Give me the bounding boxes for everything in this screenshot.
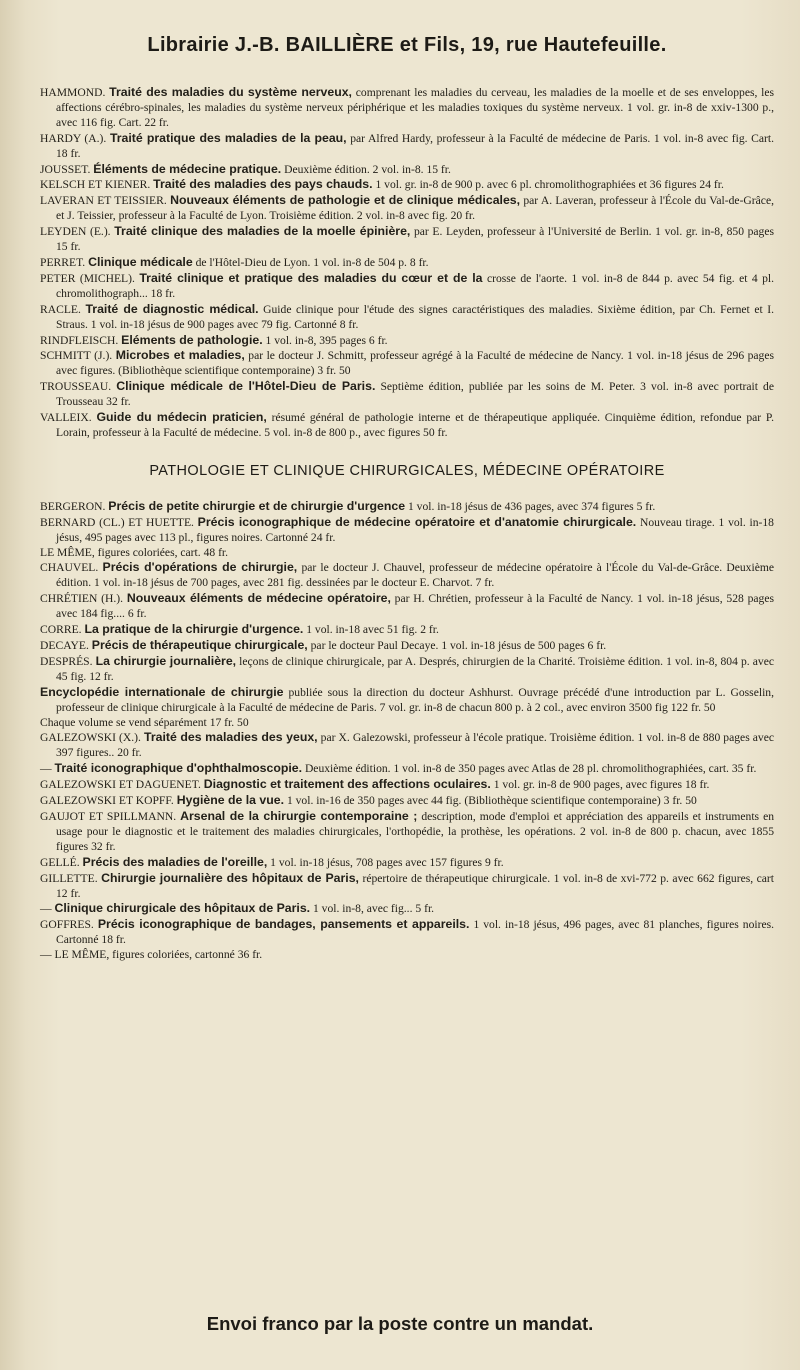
entry-description: 1 vol. in-18 jésus, 708 pages avec 157 figures: [270, 855, 483, 869]
entry-title: Précis iconographique de médecine opératoire et d'anatomie chirurgicale.: [197, 514, 637, 529]
shipping-footer: Envoi franco par la poste contre un mandat.: [206, 1313, 594, 1334]
entries-section-1: [40, 85, 774, 441]
entry-price: 3 fr. 50: [663, 794, 697, 808]
catalog-entry: [40, 85, 774, 131]
publisher-header: Librairie J.-B. BAILLIÈRE et Fils, 19, rue Hautefeuille.: [147, 34, 667, 56]
entry-title: Eléments de pathologie.: [121, 332, 263, 347]
entry-price: 2 fr.: [420, 623, 439, 637]
entry-description: crosse de l'aorte. 1 vol. in-8 de 844 p. avec 54 fig. et 4 pl. chromolithograph...: [56, 271, 774, 300]
entry-price: 12 fr.: [89, 669, 114, 683]
catalog-entry: [40, 302, 774, 333]
entry-price: 3 fr. 50: [317, 364, 351, 378]
entry-title: Traité clinique et pratique des maladies du cœur et de la: [139, 270, 483, 285]
entry-title: Traité iconographique d'ophthalmoscopie.: [54, 761, 303, 776]
entry-price: 15 fr.: [56, 240, 81, 254]
catalog-entry: [40, 410, 774, 441]
entry-title: Hygiène de la vue.: [176, 793, 285, 808]
entry-author: GALEZOWSKI ET KOPFF.: [40, 794, 174, 808]
entry-title: Traité pratique des maladies de la peau,: [109, 130, 347, 145]
entry-author: PETER (MICHEL).: [40, 271, 135, 285]
entry-author: VALLEIX.: [40, 411, 92, 425]
entry-author: GOFFRES.: [40, 918, 94, 932]
entry-author: BERNARD (CL.) ET HUETTE.: [40, 515, 194, 529]
entry-price: 6 fr.: [587, 639, 607, 652]
entry-author: LE MÊME,: [40, 545, 95, 559]
entry-description: par le docteur J. Chauvel, professeur de médecine opératoire à l'École du Val-de-Grâce. Deuxième édition. 1 vol. in-18 jésus de 700 pages, avec 281 fig. dessinées par le docteur E. Charvot.: [56, 561, 775, 590]
entry-title: Précis iconographique de bandages, pansements et appareils.: [97, 917, 470, 932]
entry-description: comprenant les maladies du cerveau, les maladies de la moelle et de ses enveloppes, les affections cérébro-spinales, les maladies du système nerveux périphérique et les maladies toxiques du système nerveux. 1 vol. gr. in-8 de xxiv-1300 p., avec 116 fig. Cart.: [56, 86, 775, 129]
entry-price: 8 fr.: [409, 255, 429, 269]
entry-price: 18 fr.: [684, 778, 710, 792]
entry-title: Précis d'opérations de chirurgie,: [102, 560, 298, 575]
entry-description: par Alfred Hardy, professeur à la Faculté de médecine de Paris. 1 vol. in-8 avec fig. Cart.: [350, 131, 774, 145]
entry-description: répertoire de thérapeutique chirurgicale. 1 vol. in-8 de xvi-772 p. avec 662 figures, cart: [362, 871, 774, 885]
entry-author: LAVERAN ET TEISSIER.: [40, 194, 167, 208]
catalog-entry: [40, 348, 774, 379]
entry-description: par A. Laveran, professeur à l'École du Val-de-Grâce, et J. Teissier, professeur à la Faculté de Lyon. Troisième édition. 2 vol. in-8 avec fig.: [56, 194, 774, 223]
entry-description: par le docteur J. Schmitt, professeur agrégé à la Faculté de médecine de Nancy. 1 vol. in-18 jésus de 296 pages avec figures. (Bibliothèque scientifique contemporaine): [56, 349, 775, 378]
catalog-entry: [40, 515, 774, 546]
entry-title: Traité des maladies des yeux,: [144, 730, 318, 745]
entry-price: 24 fr.: [310, 530, 336, 544]
entry-price: 122 fr. 50: [670, 700, 716, 714]
entry-price: 6 fr.: [127, 607, 147, 621]
entry-description: de l'Hôtel-Dieu de Lyon. 1 vol. in-8 de 504 p.: [195, 255, 407, 269]
entry-description: 1 vol. in-16 de 350 pages avec 44 fig. (Bibliothèque scientifique contemporaine): [286, 794, 661, 808]
entry-title: Nouveaux éléments de pathologie et de clinique médicales,: [170, 193, 521, 208]
entry-author: BERGERON.: [40, 499, 106, 513]
entry-description: 1 vol. in-8, avec fig...: [312, 902, 413, 916]
catalog-entry: [40, 685, 774, 716]
entry-author: PERRET.: [40, 255, 86, 269]
entry-title: Clinique chirurgicale des hôpitaux de Paris.: [54, 901, 311, 916]
entry-description: figures coloriées, cartonné: [112, 948, 235, 962]
entry-description: 1 vol. in-18 jésus, 496 pages, avec 81 planches, figures noires. Cartonné: [56, 918, 775, 947]
catalog-entry: [40, 546, 774, 561]
entry-author: RACLE.: [40, 302, 81, 316]
catalog-entry: [40, 499, 774, 515]
entry-title: Clinique médicale de l'Hôtel-Dieu de Paris.: [116, 379, 376, 394]
entry-title: Chirurgie journalière des hôpitaux de Paris,: [101, 870, 359, 885]
entry-author: GALEZOWSKI ET DAGUENET.: [40, 778, 201, 792]
entry-title: Arsenal de la chirurgie contemporaine ;: [180, 808, 418, 823]
entry-description: par E. Leyden, professeur à l'Université de Berlin. 1 vol. gr. in-8, 850 pages: [413, 225, 774, 239]
catalog-entry: [40, 162, 774, 178]
entry-title: La pratique de la chirurgie d'urgence.: [84, 622, 304, 637]
catalog-entry: [40, 131, 774, 162]
entry-title: Précis de petite chirurgie et de chirurgie d'urgence: [108, 498, 406, 513]
entry-description: publiée sous la direction du docteur Ashhurst. Ouvrage précédé d'une introduction par L. Gosselin, professeur de clinique chirurgicale à la Faculté de médecine de Paris. 7 vol. gr. in-8 de chacun 800 p. à 2 col., avec environ 3500 fig: [56, 685, 774, 714]
entry-description: 1 vol. in-18 avec 51 fig.: [306, 623, 418, 637]
entry-description: figures coloriées, cart.: [97, 545, 201, 559]
entry-description: leçons de clinique chirurgicale, par A. Després, chirurgien de la Charité. Troisième édition. 1 vol. in-8, 804 p. avec 45 fig.: [56, 654, 774, 683]
catalog-entry: [40, 901, 774, 917]
catalog-entry: [40, 809, 774, 855]
catalog-entry: [40, 560, 774, 591]
entry-description: Nouveau tirage. 1 vol. in-18 jésus, 495 pages avec 113 pl., figures noires. Cartonné: [56, 515, 774, 544]
entry-author: GALEZOWSKI (X.).: [40, 731, 141, 745]
entry-author: DESPRÉS.: [40, 654, 93, 668]
entry-author: CHRÉTIEN (H.).: [40, 592, 124, 606]
entry-price: 8 fr.: [339, 317, 359, 331]
entry-title: Traité des maladies des pays chauds.: [153, 177, 373, 192]
entry-price: 35 fr.: [731, 762, 757, 776]
entry-price: 50 fr.: [423, 425, 448, 439]
entry-title: La chirurgie journalière,: [95, 653, 237, 668]
entry-price: 18 fr.: [101, 933, 126, 947]
entry-price: 22 fr.: [144, 115, 169, 129]
entry-title: Encyclopédie internationale de chirurgie: [40, 684, 284, 699]
catalog-entry: [40, 761, 774, 777]
entry-description: description, mode d'emploi et appréciation des appareils et instruments en usage pour le diagnostic et le traitement des maladies chirurgicales, l'orthopédie, la prothèse, les opérations. 2 vol. in-8 de 800 p. chacun, avec 1855 figures: [56, 809, 775, 853]
catalog-entry: [40, 855, 774, 871]
entry-price: 36 fr.: [237, 948, 263, 962]
entry-price: 6 fr.: [368, 333, 388, 347]
entry-price: 17 fr. 50: [209, 715, 249, 729]
entry-description: 1 vol. in-18 jésus de 436 pages, avec 374 figures: [407, 499, 634, 513]
entry-author: GELLÉ.: [40, 855, 80, 869]
entry-price: 18 fr.: [56, 146, 81, 160]
entry-author: SCHMITT (J.).: [40, 349, 113, 363]
entry-title: Guide du médecin praticien,: [96, 410, 267, 425]
entry-price: 32 fr.: [91, 839, 116, 853]
entry-price: 12 fr.: [56, 886, 81, 900]
catalog-entry: [40, 255, 774, 271]
entry-price: 32 fr.: [106, 395, 131, 409]
entry-author: HARDY (A.).: [40, 131, 107, 145]
entry-title: Diagnostic et traitement des affections oculaires.: [203, 777, 491, 792]
catalog-entry: [40, 716, 774, 731]
entry-author: RINDFLEISCH.: [40, 333, 119, 347]
entry-author: JOUSSET.: [40, 162, 91, 176]
entry-description: Deuxième édition. 1 vol. in-8 de 350 pages avec Atlas de 28 pl. chromolithographiées, cart.: [304, 762, 729, 776]
entry-title: Traité clinique des maladies de la moelle épinière,: [114, 224, 411, 239]
section-title: PATHOLOGIE ET CLINIQUE CHIRURGICALES, MÉDECINE OPÉRATOIRE: [149, 462, 665, 479]
entry-author: CHAUVEL.: [40, 561, 99, 575]
entry-title: Précis de thérapeutique chirurgicale,: [91, 638, 308, 652]
catalog-entry: [40, 793, 774, 809]
entry-price: 5 fr.: [415, 902, 435, 916]
entry-title: Microbes et maladies,: [115, 348, 245, 363]
entry-author: GAUJOT ET SPILLMANN.: [40, 809, 177, 823]
entry-description: 1 vol. in-8, 395 pages: [265, 333, 366, 347]
entry-title: Nouveaux éléments de médecine opératoire,: [126, 591, 391, 606]
catalog-entry: [40, 654, 774, 685]
entry-description: résumé général de pathologie interne et de thérapeutique appliquée. Cinquième édition, refondue par P. Lorain, professeur à la Faculté de médecine. 5 vol. in-8 de 800 p., avec figures: [56, 411, 774, 439]
entry-author: — LE MÊME,: [40, 948, 110, 962]
catalog-entry: [40, 379, 774, 410]
entry-description: par X. Galezowski, professeur à l'école pratique. Troisième édition. 1 vol. in-8 de 880 pages avec 397 figures..: [56, 731, 775, 760]
entry-price: 20 fr.: [450, 209, 476, 223]
entry-price: 5 fr.: [636, 499, 656, 513]
entry-price: 18 fr.: [150, 286, 176, 300]
entry-description: Septième édition, publiée par les soins de M. Peter. 3 vol. in-8 avec portrait de Trousseau: [56, 380, 774, 409]
entry-description: Chaque volume se vend séparément: [40, 715, 207, 729]
entry-author: CORRE.: [40, 623, 82, 637]
catalog-entry: [40, 777, 774, 793]
catalog-entry: [40, 193, 774, 224]
catalog-entry: [40, 948, 774, 963]
catalog-entry: [40, 871, 774, 902]
entry-description: 1 vol. gr. in-8 de 900 pages, avec figures: [493, 778, 683, 792]
entry-author: DECAYE.: [40, 639, 89, 652]
entry-author: TROUSSEAU.: [40, 380, 112, 394]
entry-title: Traité des maladies du système nerveux,: [109, 85, 352, 99]
entry-description: par H. Chrétien, professeur à la Faculté de Nancy. 1 vol. in-18 jésus, 528 pages avec 184 fig....: [56, 592, 774, 621]
catalog-entry: [40, 638, 774, 654]
catalog-entry: [40, 271, 774, 302]
entry-author: —: [40, 762, 52, 776]
entry-author: LEYDEN (E.).: [40, 225, 111, 239]
entry-price: 9 fr.: [484, 855, 504, 869]
entry-title: Éléments de médecine pratique.: [93, 161, 282, 176]
catalog-entry: [40, 591, 774, 622]
entry-title: Clinique médicale: [88, 254, 193, 269]
entry-description: Guide clinique pour l'étude des signes caractéristiques des maladies. Sixième édition, par Ch. Fernet et I. Straus. 1 vol. in-18 jésus de 900 pages avec 79 fig. Cartonné: [56, 302, 774, 331]
entry-author: —: [40, 902, 52, 916]
entry-price: 7 fr.: [475, 576, 495, 590]
entry-author: HAMMOND.: [40, 86, 106, 99]
entry-title: Précis des maladies de l'oreille,: [82, 854, 268, 869]
entry-description: Deuxième édition. 2 vol. in-8.: [284, 162, 424, 176]
catalog-entry: [40, 917, 774, 948]
entry-description: 1 vol. gr. in-8 de 900 p. avec 6 pl. chromolithographiées et 36 figures: [375, 178, 697, 192]
entry-price: 20 fr.: [117, 746, 142, 760]
entry-price: 24 fr.: [699, 178, 724, 192]
catalog-entry: [40, 730, 774, 761]
entry-description: par le docteur Paul Decaye. 1 vol. in-18 jésus de 500 pages: [310, 639, 585, 652]
entry-author: KELSCH ET KIENER.: [40, 178, 151, 192]
entry-author: GILLETTE.: [40, 871, 98, 885]
entry-price: 48 fr.: [203, 545, 229, 559]
catalog-entry: [40, 224, 774, 255]
catalog-entry: [40, 622, 774, 638]
catalog-entry: [40, 177, 774, 193]
entry-title: Traité de diagnostic médical.: [85, 301, 259, 316]
entries-section-2: [40, 499, 774, 963]
catalog-entry: [40, 333, 774, 349]
entry-price: 15 fr.: [426, 162, 451, 176]
